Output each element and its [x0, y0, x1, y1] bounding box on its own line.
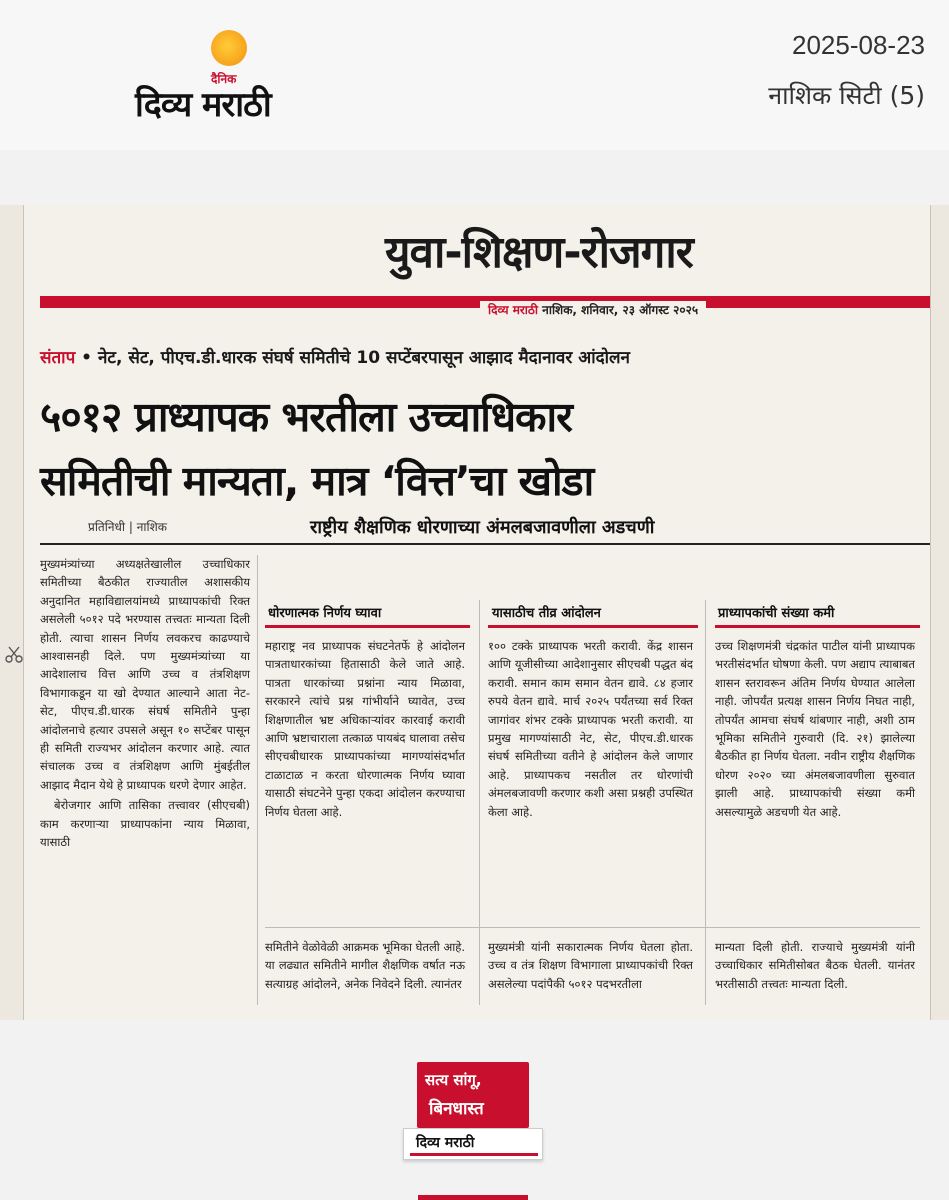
dateline-text: नाशिक, शनिवार, २३ ऑगस्ट २०२५: [538, 303, 699, 317]
scissors-icon: [4, 645, 24, 665]
article-column-4: उच्च शिक्षणमंत्री चंद्रकांत पाटील यांनी प्राध्यापक भरतीसंदर्भात घोषणा केली. पण अद्याप त्याबाबत शासन स्तरावरून अंतिम निर्णय घेण्यात आलेला नाही. जोपर्यंत प्रत्यक्ष शासन निर्णय निघत नाही, तोपर्यंत आमचा संघर्ष थांबणार नाही, अशी ठाम भूमिका समितीने गुरुवारी (दि. २१) झालेल्या बैठकीत हा निर्णय घेतला. नवीन राष्ट्रीय शैक्षणिक धोरण २०२० च्या अंमलबजावणीला सुरुवात झाली आहे. प्राध्यापकांची संख्या कमी असल्यामुळे अडचणी येत आहे.: [715, 639, 915, 819]
divya-marathi-logo: [135, 28, 335, 125]
column-3-heading: यासाठीच तीव्र आंदोलन: [492, 606, 601, 621]
subheadline: राष्ट्रीय शैक्षणिक धोरणाच्या अंमलबजावणीला अडचणी: [310, 517, 655, 538]
column-divider: [705, 600, 706, 1005]
bottom-red-strip: [418, 1195, 528, 1200]
column-2-heading: धोरणात्मक निर्णय घ्यावा: [268, 606, 382, 621]
article-column-4-continued: मान्यता दिली होती. राज्याचे मुख्यमंत्री यांनी उच्चाधिकार समितीसोबत बैठक घेतली. यानंतर भरतीसाठी तत्त्वतः मान्यता दिली.: [715, 940, 915, 991]
adjacent-column-right-edge: [930, 205, 949, 1020]
logo-brand-text: दिव्य मराठी: [135, 85, 271, 125]
badge-paper-name: दिव्य मराठी: [416, 1135, 475, 1151]
article-column-2: महाराष्ट्र नव प्राध्यापक संघटनेतर्फे हे आंदोलन पात्रताधारकांच्या हितासाठी केले जाते आहे. पात्रता धारकांच्या प्रश्नांना न्याय मिळावा, सरकारने त्यांचे प्रश्न गांभीर्याने घ्यावेत, उच्च शिक्षणातील भ्रष्ट अधिकाऱ्यांवर कारवाई करावी आणि भ्रष्टाचाराला तत्काळ पायबंद घालावा तसेच सीएचबीधारक प्राध्यापकांच्या मागण्यांसंदर्भात टाळाटाळ न करता धोरणात्मक निर्णय घ्यावा यासाठी संघटनेने पुन्हा एकदा आंदोलन करण्याचा निर्णय घेतला आहे.: [265, 639, 465, 819]
edition-date: 2025-08-23: [792, 30, 925, 60]
column-divider: [257, 555, 258, 1005]
logo-dainik-text: दैनिक: [211, 72, 237, 86]
kicker: [40, 345, 630, 368]
lower-block-rule: [265, 927, 920, 928]
newspaper-clipping: [0, 205, 949, 1020]
headline-line-1: ५०१२ प्राध्यापक भरतीला उच्चाधिकार: [40, 393, 572, 441]
subheadline-rule: [40, 543, 930, 545]
sun-icon: [211, 30, 247, 66]
slogan-badge: [395, 1058, 545, 1168]
adjacent-column-left-edge: [0, 205, 24, 1020]
headline-line-2: समितीची मान्यता, मात्र ‘वित्त’चा खोडा: [40, 457, 594, 505]
column-1-paragraph-2: बेरोजगार आणि तासिका तत्त्वावर (सीएचबी) काम करणाऱ्या प्राध्यापकांना न्याय मिळावा, यासाठी: [40, 798, 250, 850]
dateline: [480, 301, 706, 318]
article-column-2-continued: समितीने वेळोवेळी आक्रमक भूमिका घेतली आहे. या लढ्यात समितीने मागील शैक्षणिक वर्षात नऊ सत्याग्रह आंदोलने, अनेक निवेदने दिली. त्यानंतर: [265, 940, 465, 991]
column-3-heading-rule: [488, 625, 698, 628]
column-4-heading-rule: [715, 625, 920, 628]
newspaper-masthead-icon: [403, 1128, 543, 1160]
article-column-1: [40, 555, 250, 854]
kicker-text: • नेट, सेट, पीएच.डी.धारक संघर्ष समितीचे 10 सप्टेंबरपासून आझाद मैदानावर आंदोलन: [75, 348, 630, 368]
badge-paper-stripe: [410, 1153, 538, 1156]
page-header: [0, 0, 949, 150]
section-title: युवा-शिक्षण-रोजगार: [385, 227, 693, 278]
column-1-paragraph-1: मुख्यमंत्र्यांच्या अध्यक्षतेखालील उच्चाधिकार समितीच्या बैठकीत राज्यातील अशासकीय अनुदानित महाविद्यालयांमध्ये प्राध्यापकांची रिक्त असलेली ५०१२ पदे भरण्यास तत्त्वतः मान्यता दिली होती. त्याचा शासन निर्णय लवकरच काढण्याचे आश्वासनही दिले. पण मुख्यमंत्र्यांच्या या आदेशालाच वित्त आणि उच्च व तंत्रशिक्षण विभागाकडून या खो देण्यात आल्याने आता नेट-सेट, पीएच.डी.धारक संघर्ष समितीने पुन्हा आंदोलनाचे हत्यार उपसले असून १० सप्टेंबर पासून ही समिती राज्यभर आंदोलन करणार आहे. त्यात संचालक उच्च व तंत्रशिक्षण आणि मुंबईतील आझाद मैदान येथे हे प्राध्यापक धरणे देणार आहेत.: [40, 557, 250, 792]
column-2-heading-rule: [265, 625, 470, 628]
slogan-line-1: सत्य सांगू,: [425, 1071, 482, 1089]
byline: प्रतिनिधी | नाशिक: [88, 520, 167, 534]
dateline-brand: दिव्य मराठी: [488, 303, 538, 317]
article-column-3: १०० टक्के प्राध्यापक भरती करावी. केंद्र शासन आणि यूजीसीच्या आदेशानुसार सीएचबी पद्धत बंद करावी. समान काम समान वेतन द्यावे. ८४ हजार रुपये वेतन द्यावे. मार्च २०२५ पर्यंतच्या सर्व रिक्त जागांवर शंभर टक्के प्राध्यापक भरती करावी. या प्रमुख मागण्यांसाठी नेट, सेट, पीएच.डी.धारक संघर्ष समितीच्या वतीने हे आंदोलन केले जाणार आहे. प्राध्यापकच नसतील तर धोरणांची अंमलबजावणी करणार कशी असा प्रश्नही उपस्थित केला आहे.: [488, 639, 693, 819]
column-4-heading: प्राध्यापकांची संख्या कमी: [718, 606, 835, 621]
kicker-label: संताप: [40, 348, 76, 368]
slogan-line-2: बिनधास्त: [429, 1099, 484, 1119]
article-column-3-continued: मुख्यमंत्री यांनी सकारात्मक निर्णय घेतला होता. उच्च व तंत्र शिक्षण विभागाला प्राध्यापकांची रिक्त असलेल्या पदांपैकी ५०१२ पदभरतीला: [488, 940, 693, 991]
column-divider: [479, 600, 480, 1005]
edition-page: नाशिक सिटी (5): [768, 81, 925, 110]
